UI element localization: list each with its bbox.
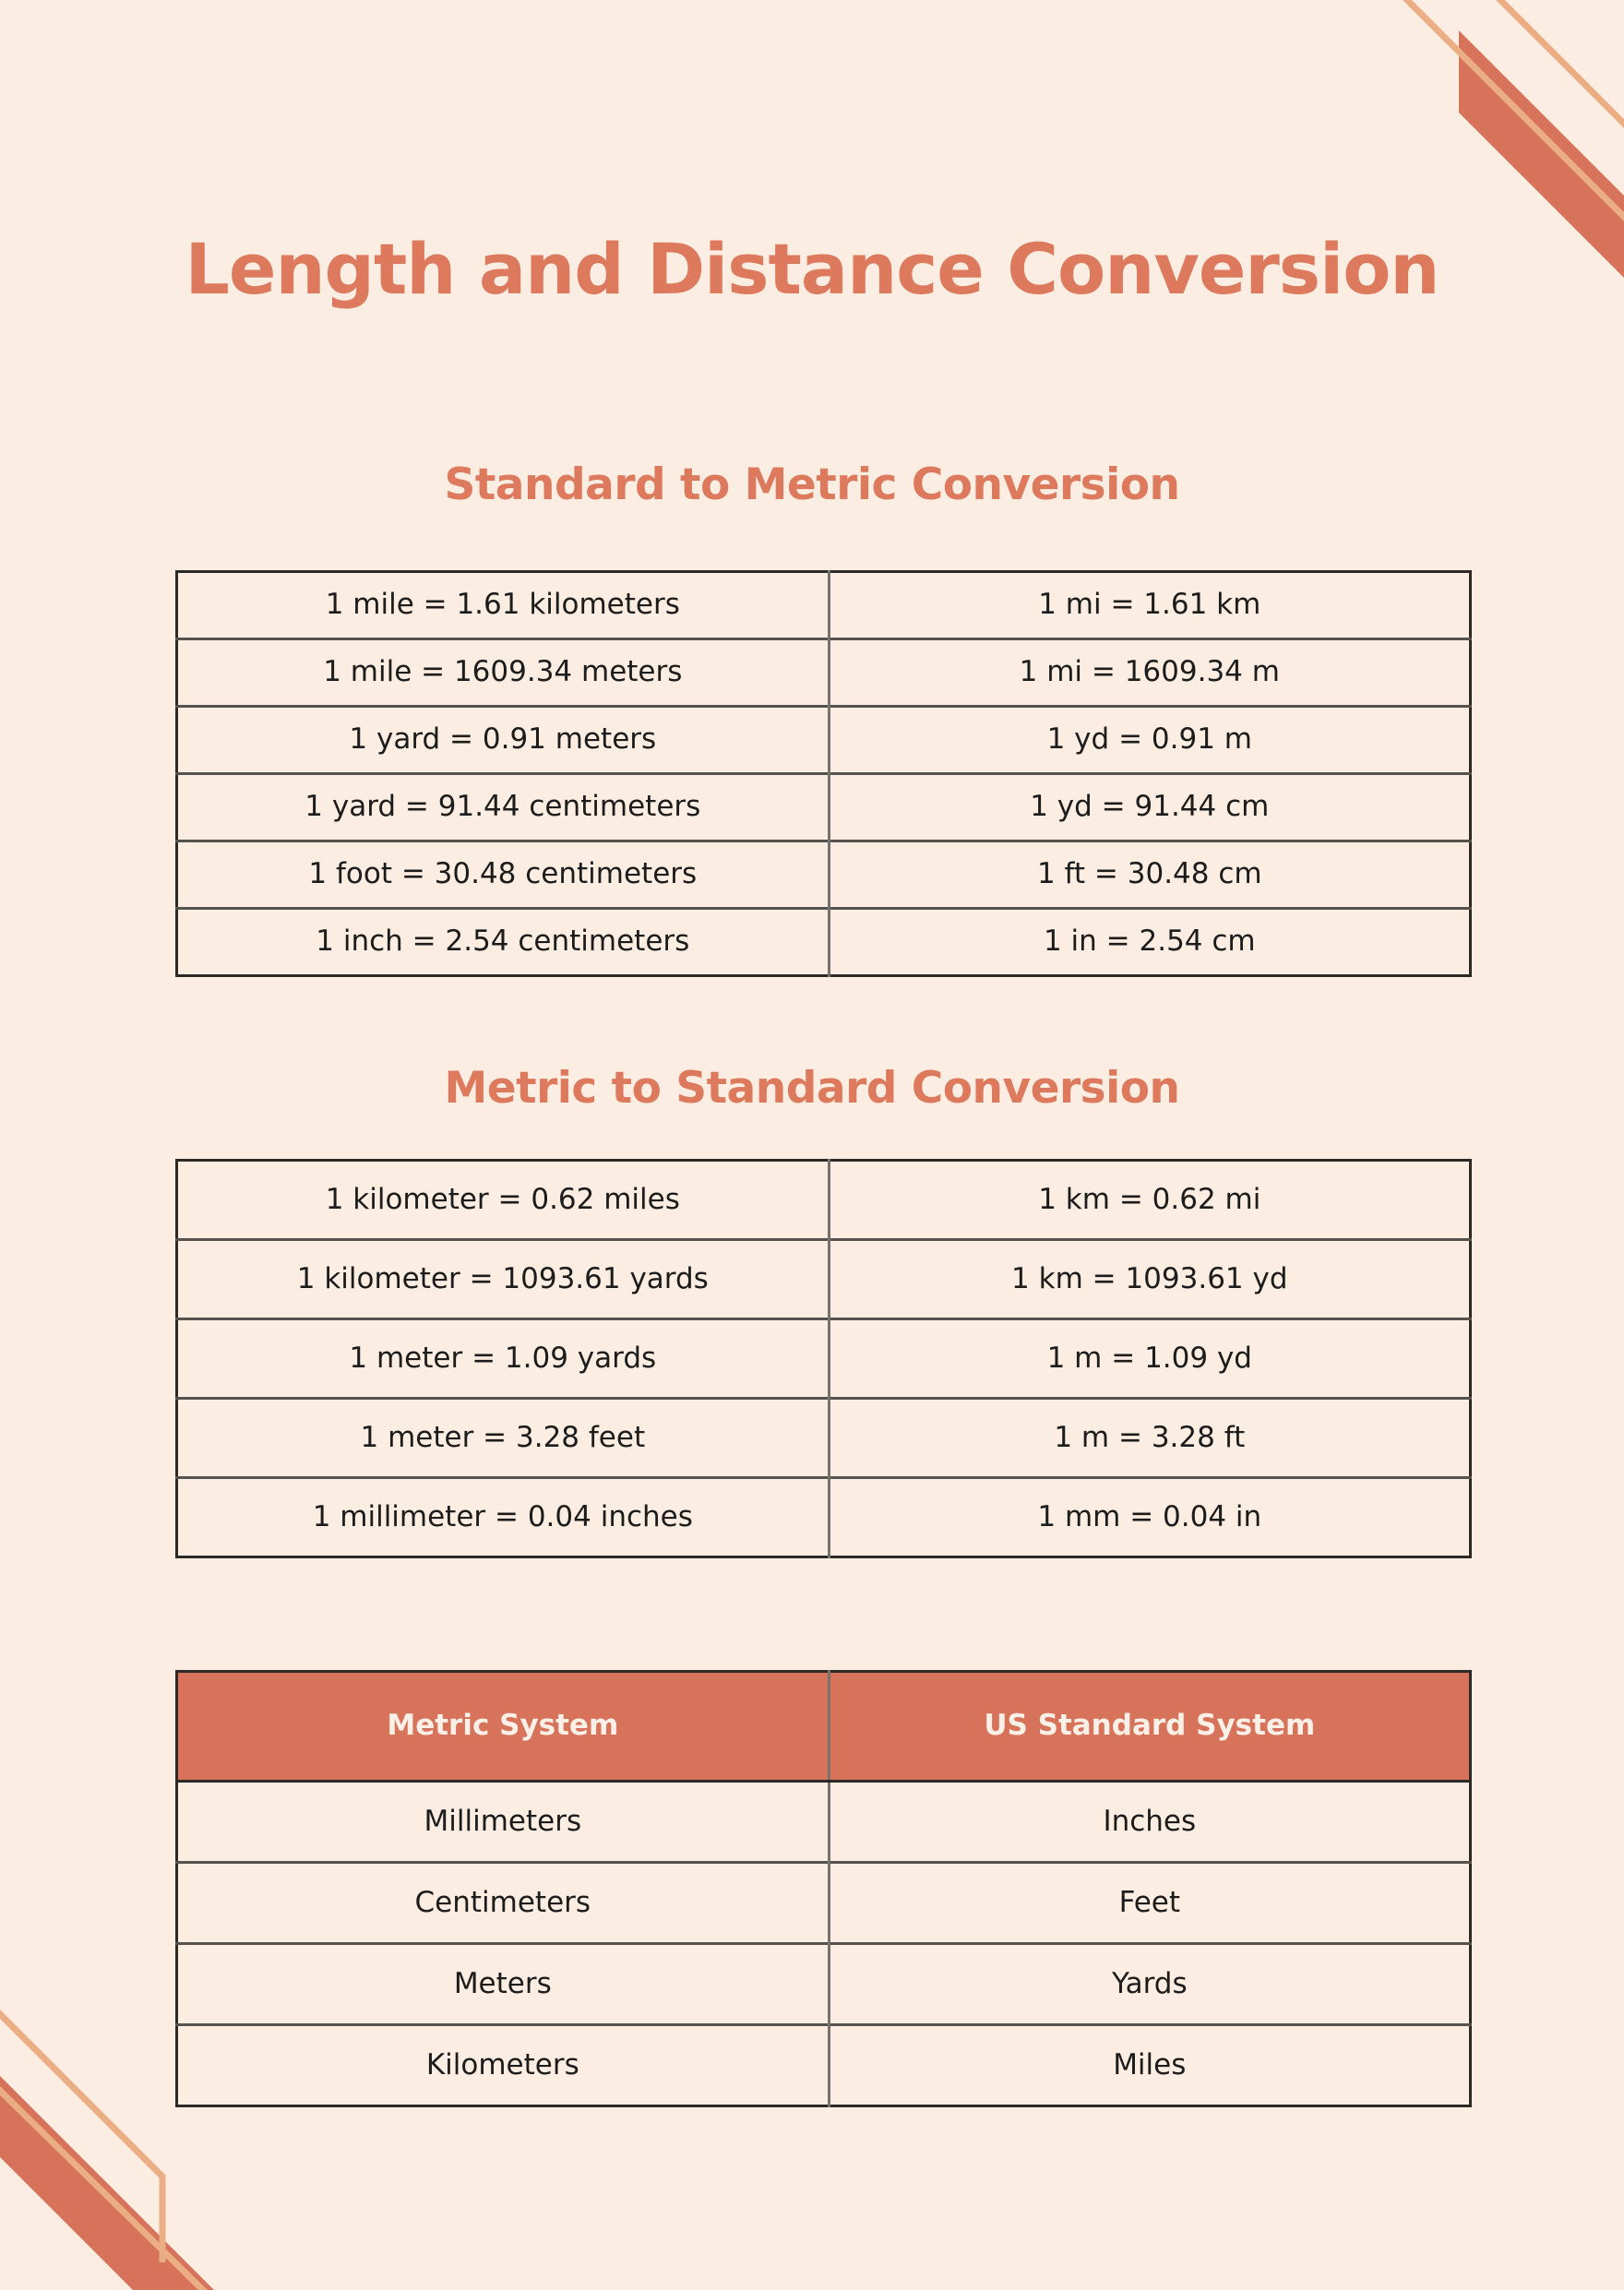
table-header-row bbox=[177, 1672, 1471, 1782]
conversion-abbr-cell: 1 m = 3.28 ft bbox=[829, 1399, 1470, 1478]
table-row bbox=[177, 841, 1471, 909]
conversion-full-cell: 1 meter = 3.28 feet bbox=[177, 1399, 830, 1478]
section-heading-metric-to-standard: Metric to Standard Conversion bbox=[444, 1063, 1180, 1114]
conversion-full-cell: 1 millimeter = 0.04 inches bbox=[177, 1478, 830, 1557]
conversion-full-cell: 1 inch = 2.54 centimeters bbox=[177, 909, 830, 976]
conversion-full-cell: 1 kilometer = 0.62 miles bbox=[177, 1161, 830, 1240]
conversion-abbr-cell: 1 mm = 0.04 in bbox=[829, 1478, 1470, 1557]
us-unit-cell: Yards bbox=[829, 1944, 1470, 2025]
us-unit-cell: Inches bbox=[829, 1782, 1470, 1863]
standard-to-metric-table bbox=[175, 570, 1472, 977]
us-unit-cell: Feet bbox=[829, 1863, 1470, 1944]
table-row bbox=[177, 1240, 1471, 1319]
conversion-abbr-cell: 1 ft = 30.48 cm bbox=[829, 841, 1470, 909]
conversion-full-cell: 1 mile = 1.61 kilometers bbox=[177, 572, 830, 639]
table-row bbox=[177, 2025, 1471, 2106]
conversion-full-cell: 1 kilometer = 1093.61 yards bbox=[177, 1240, 830, 1319]
section-heading-standard-to-metric: Standard to Metric Conversion bbox=[444, 459, 1180, 510]
conversion-abbr-cell: 1 km = 0.62 mi bbox=[1038, 1182, 1261, 1216]
table-row bbox=[177, 1944, 1471, 2025]
table-row bbox=[177, 1863, 1471, 1944]
table-row bbox=[177, 909, 1471, 976]
table-row bbox=[177, 774, 1471, 841]
table-row bbox=[177, 707, 1471, 774]
page-title: Length and Distance Conversion bbox=[185, 228, 1439, 310]
conversion-full-cell: 1 mile = 1609.34 meters bbox=[177, 639, 830, 707]
conversion-full-cell: 1 yard = 0.91 meters bbox=[177, 707, 830, 774]
table-row bbox=[177, 1782, 1471, 1863]
us-unit-cell: Miles bbox=[829, 2025, 1470, 2106]
metric-unit-cell: Millimeters bbox=[177, 1782, 830, 1863]
table-row bbox=[177, 572, 1471, 639]
table-row bbox=[177, 1478, 1471, 1557]
table-row bbox=[177, 1161, 1471, 1240]
conversion-full-cell: 1 yard = 91.44 centimeters bbox=[177, 774, 830, 841]
metric-unit-cell: Meters bbox=[177, 1944, 830, 2025]
table-row bbox=[177, 1399, 1471, 1478]
metric-system-header: Metric System bbox=[177, 1672, 830, 1782]
table-row bbox=[177, 1319, 1471, 1399]
conversion-abbr-cell: 1 yd = 91.44 cm bbox=[829, 774, 1470, 841]
metric-to-standard-table bbox=[175, 1159, 1472, 1558]
conversion-abbr-cell: 1 mi = 1609.34 m bbox=[829, 639, 1470, 707]
conversion-full-cell: 1 foot = 30.48 centimeters bbox=[177, 841, 830, 909]
metric-unit-cell: Centimeters bbox=[177, 1863, 830, 1944]
conversion-abbr-cell: 1 in = 2.54 cm bbox=[829, 909, 1470, 976]
conversion-full-cell: 1 meter = 1.09 yards bbox=[177, 1319, 830, 1399]
conversion-abbr-cell: 1 mi = 1.61 km bbox=[1038, 588, 1261, 622]
conversion-abbr-cell: 1 km = 1093.61 yd bbox=[829, 1240, 1470, 1319]
conversion-abbr-cell: 1 yd = 0.91 m bbox=[829, 707, 1470, 774]
system-comparison-table bbox=[175, 1670, 1472, 2107]
table-row bbox=[177, 639, 1471, 707]
conversion-abbr-cell: 1 m = 1.09 yd bbox=[829, 1319, 1470, 1399]
metric-unit-cell: Kilometers bbox=[177, 2025, 830, 2106]
us-standard-system-header: US Standard System bbox=[829, 1672, 1470, 1782]
